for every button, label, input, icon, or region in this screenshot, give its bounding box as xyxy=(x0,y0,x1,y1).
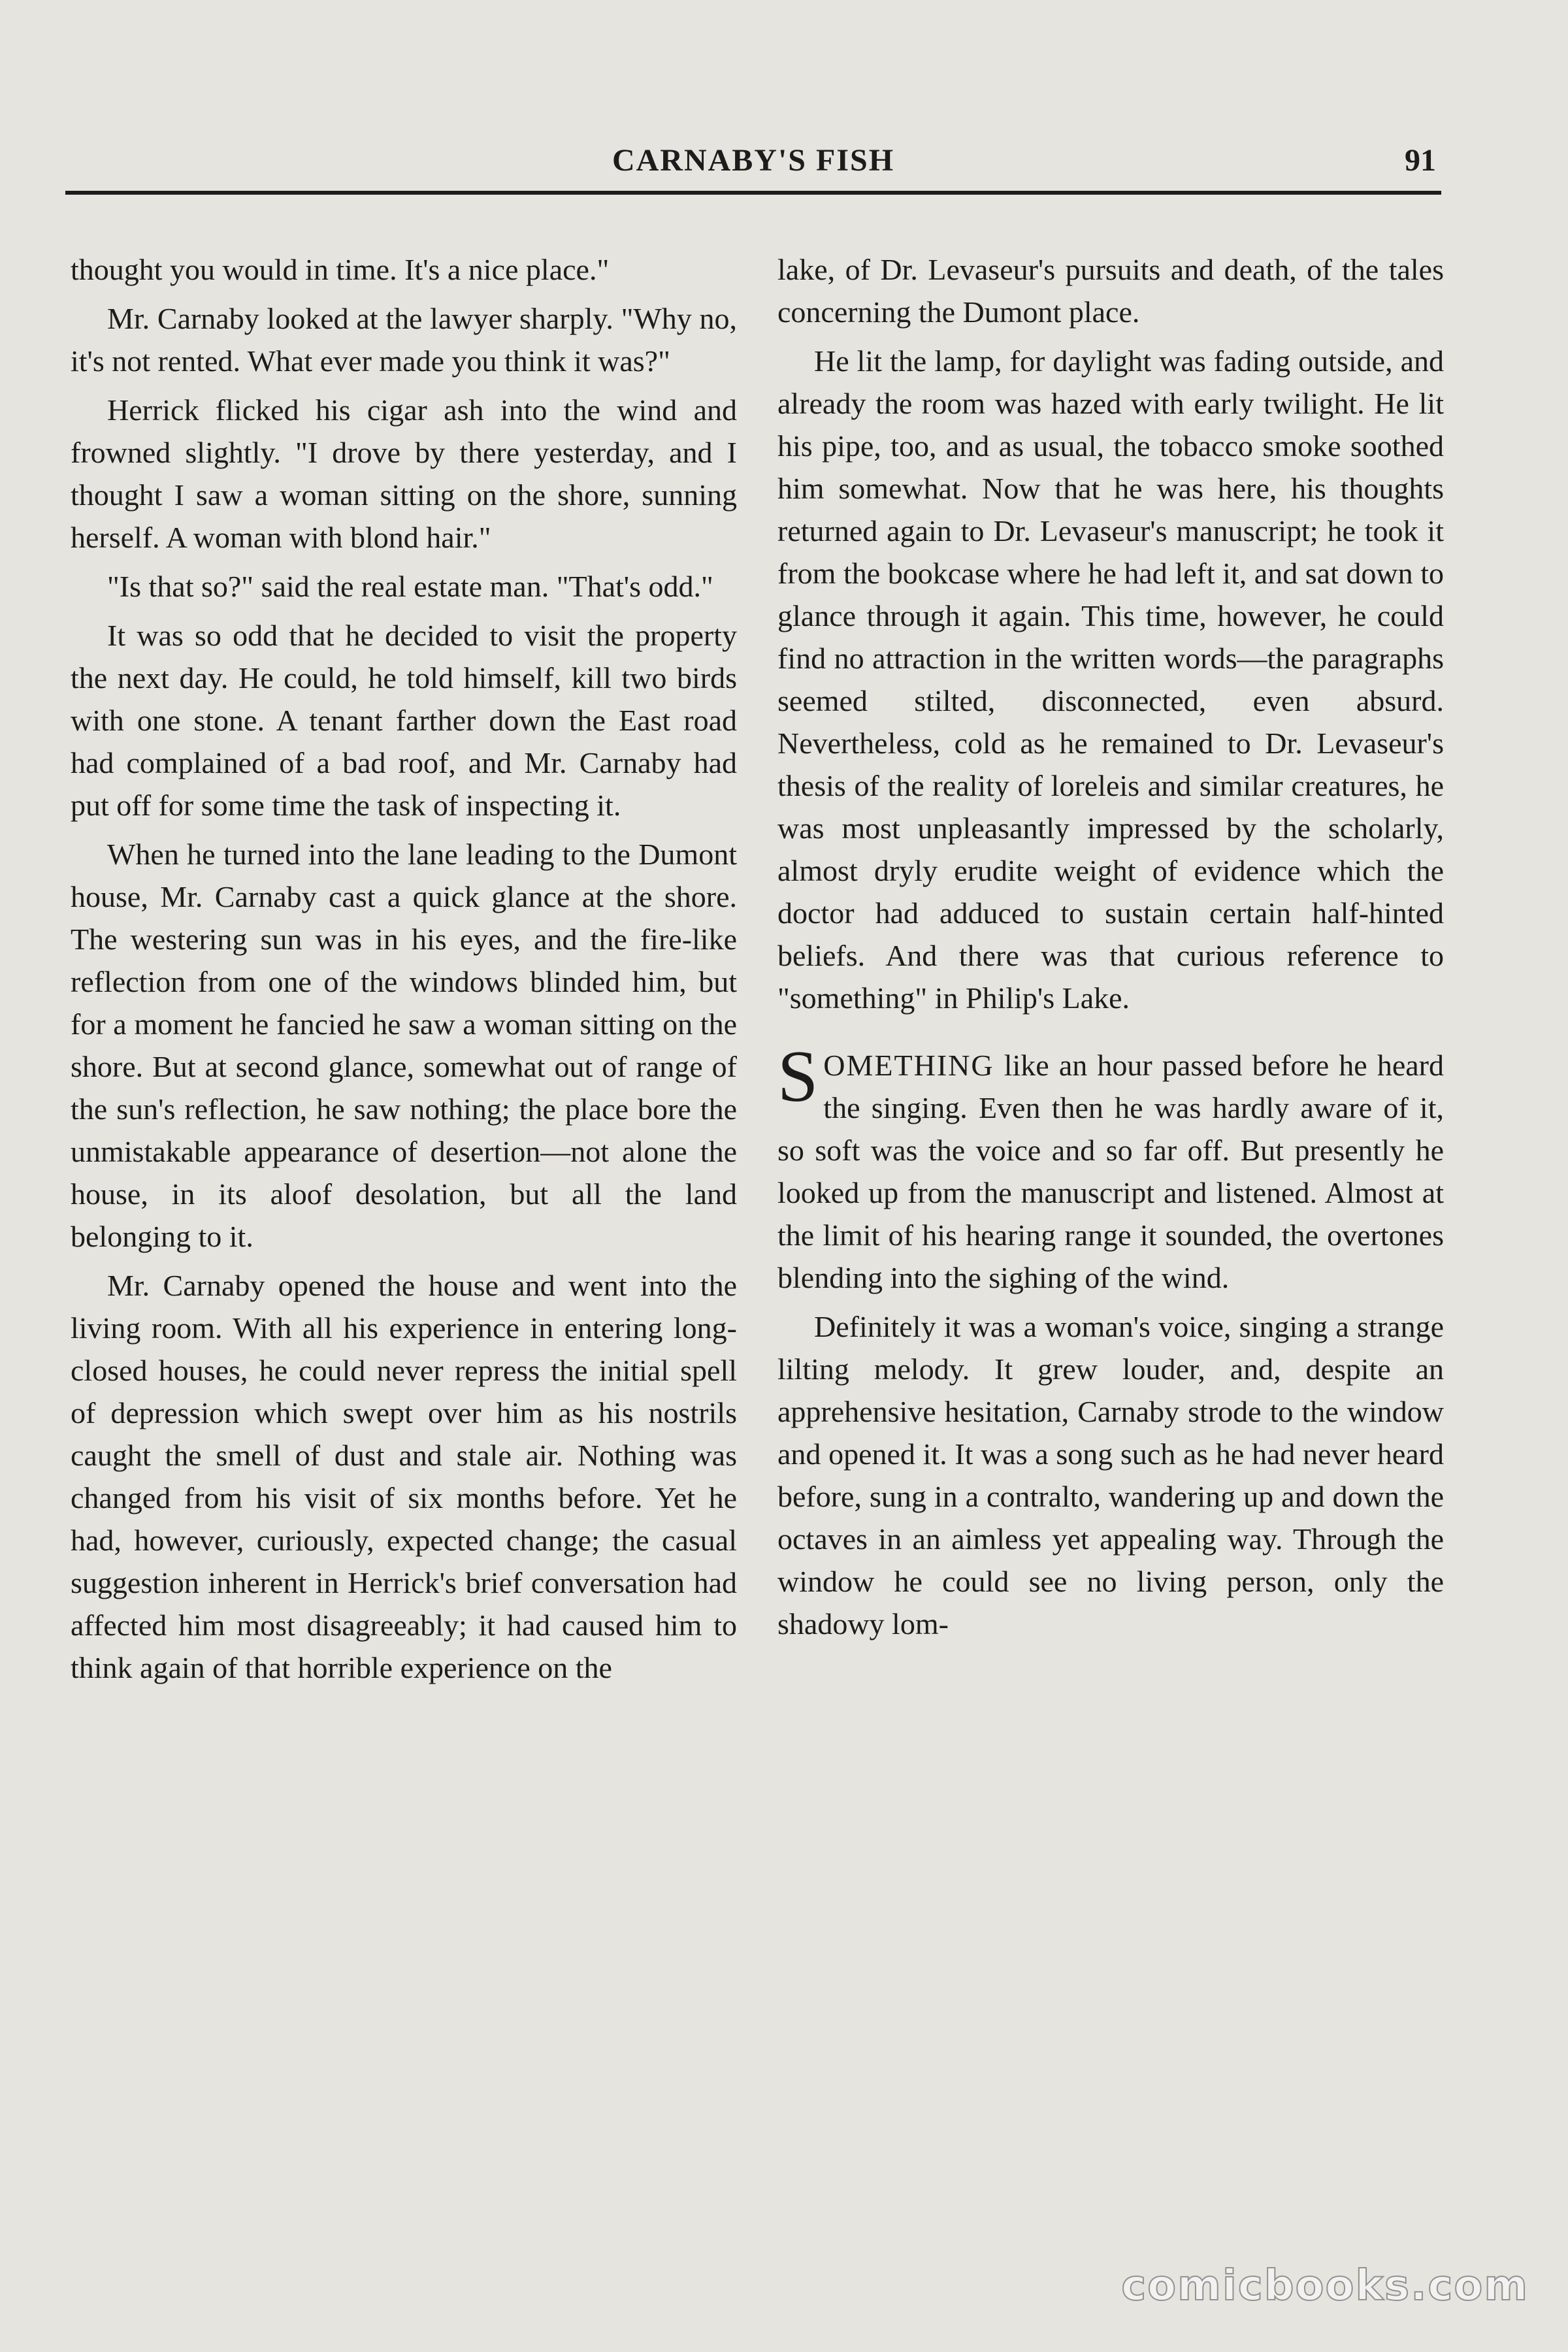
page-header xyxy=(65,136,1441,188)
section-lead-word: OMETHING xyxy=(823,1049,994,1082)
watermark-logo: comicbooks.com xyxy=(1121,2262,1529,2310)
paragraph: It was so odd that he decided to visit the property the next day. He could, he told himself, kill two birds with one stone. A tenant farther down the East road had complained of a bad roof, and Mr. Carnaby had put off for some time the task of inspecting it. xyxy=(71,619,737,822)
header-rule xyxy=(65,191,1441,195)
paragraph: Herrick flicked his cigar ash into the wind and frowned slightly. "I drove by there yesterday, and I thought I saw a woman sitting on the shore, sunning herself. A woman with blond hair." xyxy=(71,393,737,554)
paragraph: When he turned into the lane leading to the Dumont house, Mr. Carnaby cast a quick glance at the shore. The westering sun was in his eyes, and the fire-like reflection from one of the windows blinded him, but for a moment he fancied he saw a woman sitting on the shore. But at second glance, somewhat out of range of the sun's reflection, he saw nothing; the place bore the unmistakable appearance of desertion—not alone the house, in its aloof desolation, but all the land belonging to it. xyxy=(71,838,737,1253)
left-column xyxy=(71,248,737,1695)
paragraph: "Is that so?" said the real estate man. "That's odd." xyxy=(107,570,713,603)
section-first-text: like an hour passed before he heard the singing. Even then he was hardly aware of it, so soft was the voice and so far off. But presently he looked up from the manuscript and listened. Almost at the limit of his hearing range it sounded, the overtones blending into the sighing of the wind. xyxy=(777,1049,1444,1294)
drop-cap: S xyxy=(777,1036,819,1117)
right-column xyxy=(777,248,1444,1652)
paragraph: lake, of Dr. Levaseur's pursuits and death, of the tales concerning the Dumont place. xyxy=(777,253,1444,329)
paragraph: thought you would in time. It's a nice place." xyxy=(71,253,610,286)
paragraph: He lit the lamp, for daylight was fading outside, and already the room was hazed with early twilight. He lit his pipe, too, and as usual, the tobacco smoke soothed him somewhat. Now that he was here, his thoughts returned again to Dr. Levaseur's manuscript; he took it from the bookcase where he had left it, and sat down to glance through it again. This time, however, he could find no attraction in the written words—the paragraphs seemed stilted, disconnected, even absurd. Nevertheless, cold as he remained to Dr. Levaseur's thesis of the reality of loreleis and similar creatures, he was most unpleasantly impressed by the scholarly, almost dryly erudite weight of evidence which the doctor had adduced to sustain certain half-hinted beliefs. And there was that curious reference to "something" in Philip's Lake. xyxy=(777,344,1444,1015)
paragraph: Mr. Carnaby opened the house and went into the living room. With all his experience in entering long-closed houses, he could never repress the initial spell of depression which swept over him as his nostrils caught the smell of dust and stale air. Nothing was changed from his visit of six months before. Yet he had, however, curiously, expected change; the casual suggestion inherent in Herrick's brief conversation had affected him most disagreeably; it had caused him to think again of that horrible experience on the xyxy=(71,1269,737,1684)
paragraph: Mr. Carnaby looked at the lawyer sharply. "Why no, it's not rented. What ever made you think it was?" xyxy=(71,302,737,378)
paragraph: Definitely it was a woman's voice, singing a strange lilting melody. It grew louder, and, despite an apprehensive hesitation, Carnaby strode to the window and opened it. It was a song such as he had never heard before, sung in a contralto, wandering up and down the octaves in an aimless yet appealing way. Through the window he could see no living person, only the shadowy lom- xyxy=(777,1310,1444,1641)
running-title: CARNABY'S FISH xyxy=(612,143,895,178)
section-opening-paragraph xyxy=(777,1036,1444,1299)
page-number: 91 xyxy=(1405,143,1436,178)
